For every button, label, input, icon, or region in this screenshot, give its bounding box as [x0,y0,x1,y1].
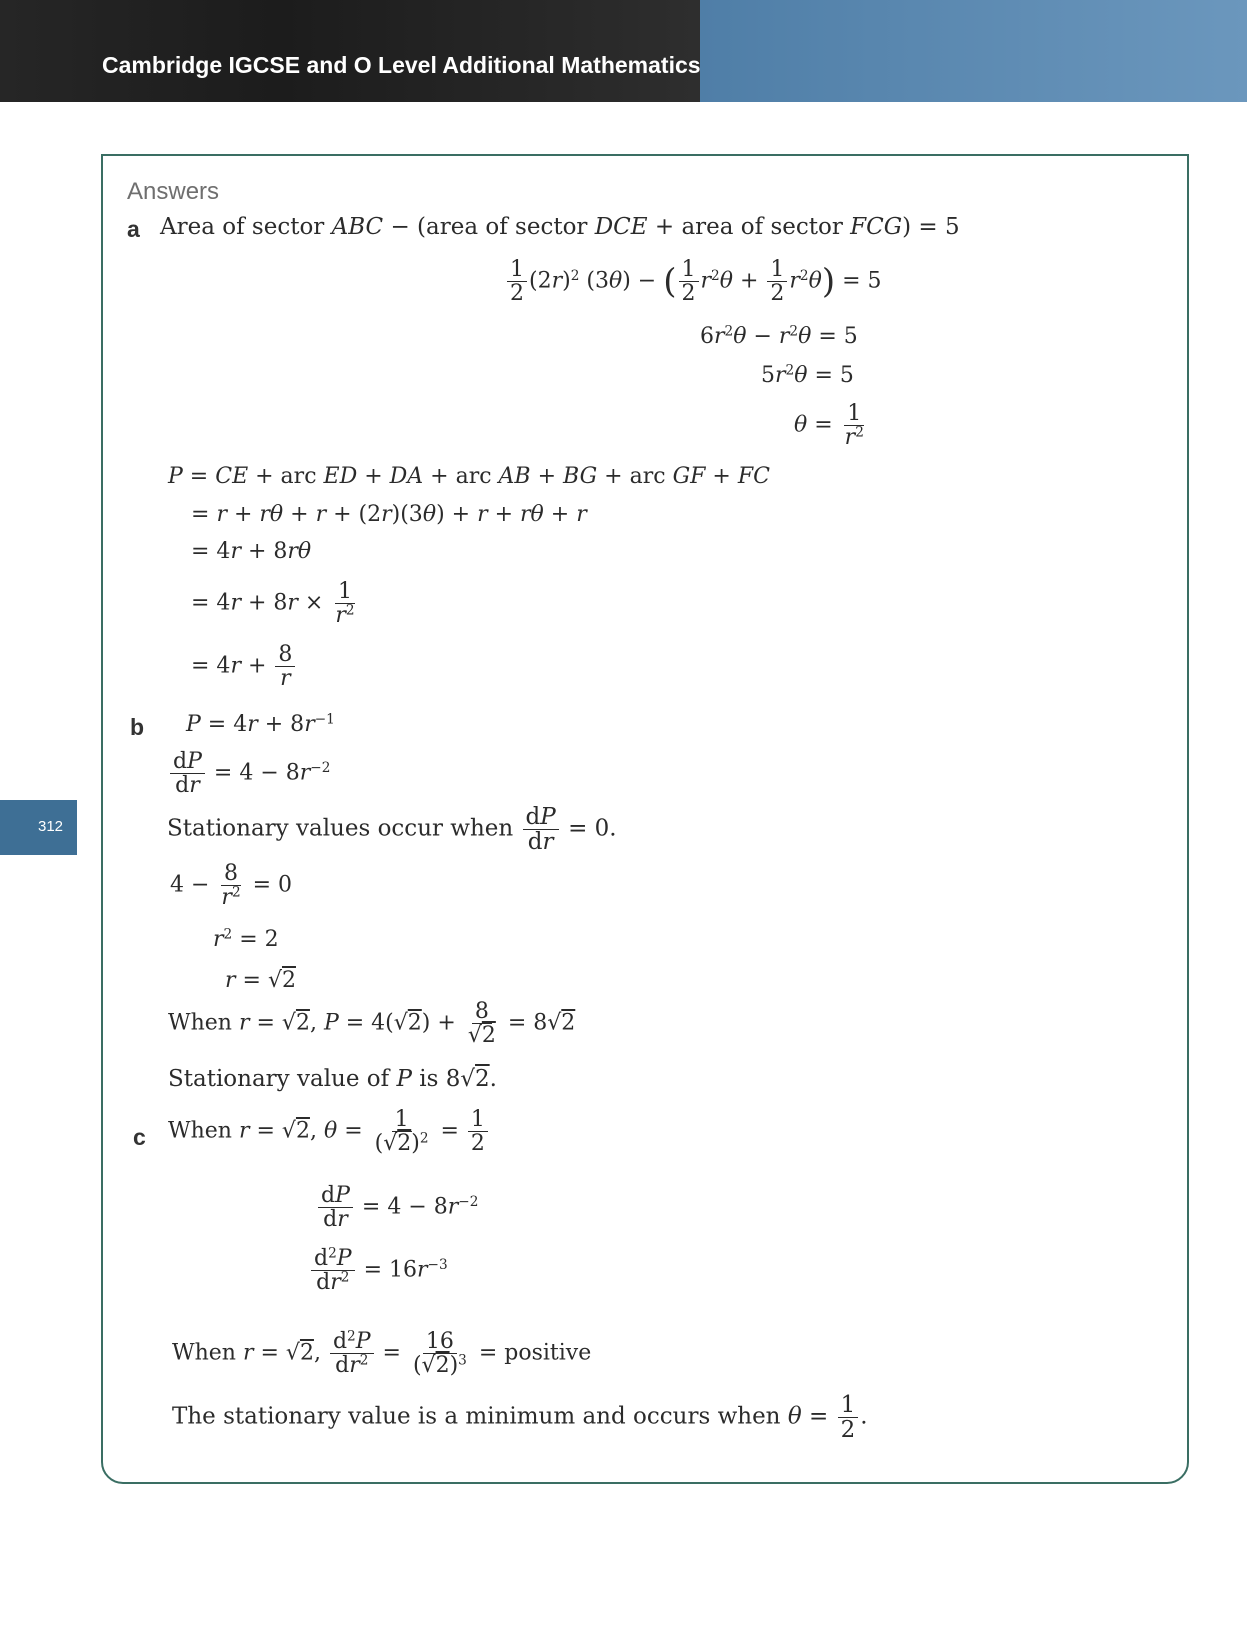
part-a-intro: Area of sector ABC − (area of sector DCE + area of sector FCG) = 5 [160,214,960,240]
perimeter-line-5: = 4r + $\frac{8}{r}$ [191,643,297,690]
perimeter-line-2: = r + rθ + r + (2r)(3θ) + r + rθ + r [191,502,587,527]
equation-b1: $P = 4r + 8r^{-1}$ [186,711,335,737]
equation-a1: $\frac{1}{2}$ $(2r)^2$ (3θ) − ( $\frac{1}{2}$ $r^2\theta$ + $\frac{1}{2}$ $r^2\theta) = 5$ [505,258,882,305]
equation-a4: θ = $\frac{1}{r^2}$ [794,401,864,451]
part-a-label: a [127,216,140,242]
perimeter-line-1: P = CE + arc ED + DA + arc AB + BG + arc GF + FC [168,464,770,489]
answers-heading: Answers [127,178,220,205]
equation-b6: r = √2 [225,968,296,993]
equation-c5: The stationary value is a minimum and occurs when θ = $\frac{1}{2}$ . [172,1392,868,1444]
equation-c1: When r = √2, θ = $\frac{1}{(√2)^2}$ = $\frac{1}{2}$ [168,1108,490,1155]
equation-a3: $5r^2\theta = 5$ [761,362,854,388]
equation-b7: When r = √2, P = 4(√2) + $\frac{8}{√2}$ = 8√2 [168,999,576,1049]
equation-b4: 4 − $\frac{8}{r^2}$ = 0 [170,861,293,911]
header-dark-band [0,0,700,102]
part-b-label: b [130,714,145,740]
equation-a2: $6r^2\theta - r^2\theta = 5$ [700,323,858,349]
page-number: 312 [38,818,64,835]
equation-c3: $\frac{d^2P}{dr^2}$ = $16r^{-3}$ [309,1247,448,1294]
equation-b8: Stationary value of P is 8√2. [168,1066,497,1092]
equation-b5: $r^2 = 2$ [213,926,279,952]
part-c-label: c [133,1124,146,1150]
perimeter-line-3: = 4r + 8rθ [191,539,312,564]
equation-b3: Stationary values occur when $\frac{dP}{dr}$ = 0. [167,804,617,856]
header-blue-band [700,0,1247,102]
equation-c4: When r = √2, $\frac{d^2P}{dr^2}$ = $\frac{16}{(√2)^3}$ = positive [172,1328,592,1379]
equation-b2: $\frac{dP}{dr}$ = $4 - 8r^{-2}$ [168,750,330,797]
book-title: Cambridge IGCSE and O Level Additional Mathematics [102,52,701,78]
perimeter-line-4: = 4r + 8r × $\frac{1}{r^2}$ [191,579,355,629]
equation-c2: $\frac{dP}{dr}$ = $4 - 8r^{-2}$ [316,1184,478,1231]
